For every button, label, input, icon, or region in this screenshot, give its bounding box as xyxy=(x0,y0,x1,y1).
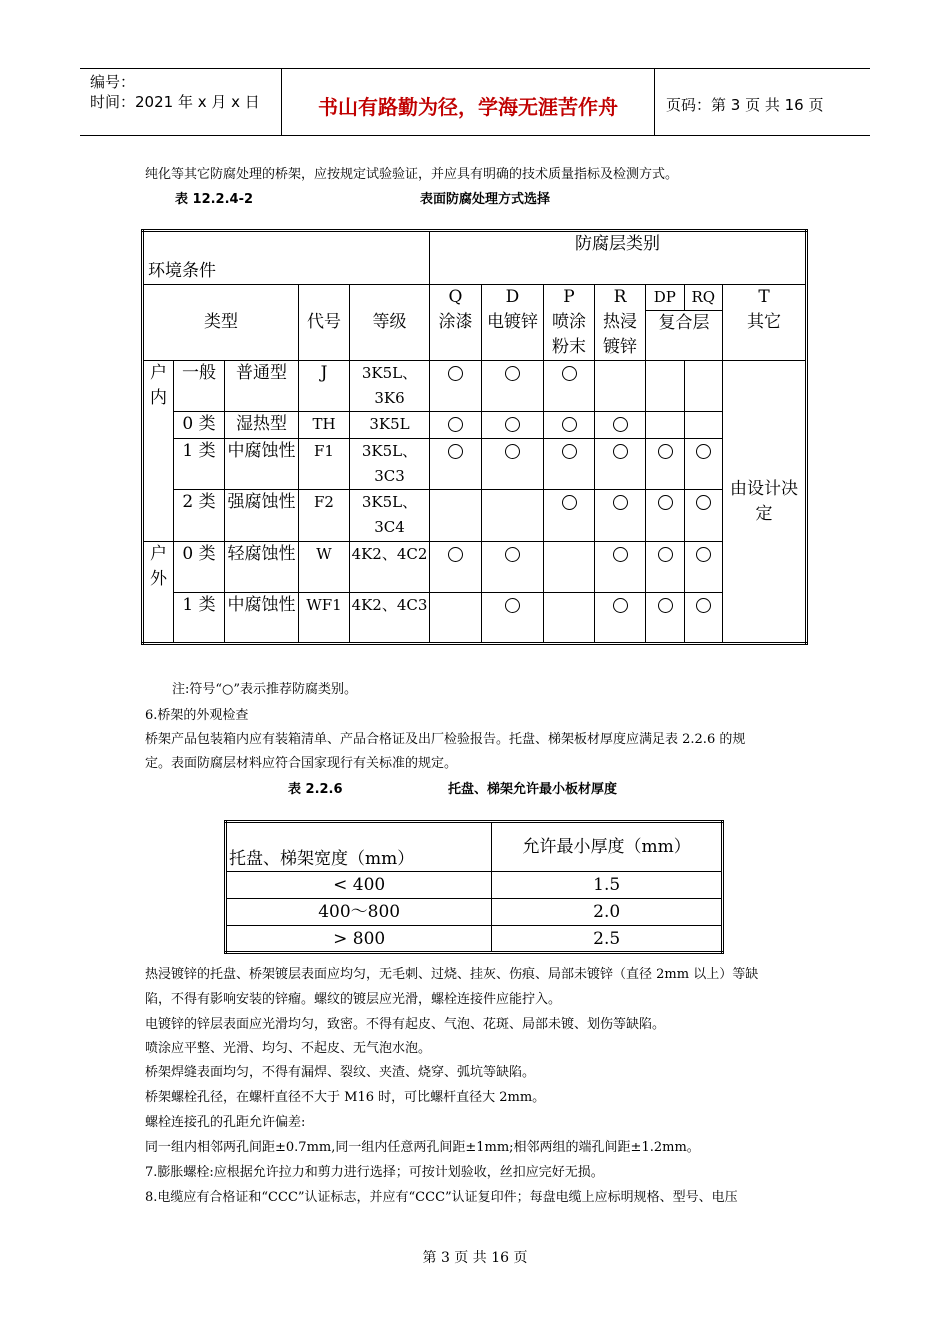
class-cell: 1 类 xyxy=(174,439,225,490)
grade-cell: 3K5L、3C3 xyxy=(350,439,430,490)
table2-caption-title: 托盘、梯架允许最小板材厚度 xyxy=(448,782,618,797)
recommend-cell xyxy=(482,439,544,490)
recommend-cell xyxy=(646,490,685,542)
grade-cell: 3K5L、3C4 xyxy=(350,490,430,542)
col-dp-code: DP xyxy=(646,285,685,310)
header-divider xyxy=(654,68,655,136)
grade-cell: 3K5L、3K6 xyxy=(350,361,430,412)
empty-cell xyxy=(430,593,482,644)
recommend-circle-icon xyxy=(448,547,463,562)
body-paragraph-line: 桥架焊缝表面均匀，不得有漏焊、裂纹、夹渣、烧穿、弧坑等缺陷。 xyxy=(145,1065,536,1080)
col-t-header xyxy=(723,285,807,361)
class-cell: 一般 xyxy=(174,361,225,412)
empty-cell xyxy=(646,361,685,412)
col-t-name: 其它 xyxy=(747,312,781,332)
recommend-cell xyxy=(544,361,595,412)
body-paragraph-line: 热浸镀锌的托盘、桥架镀层表面应均匀，无毛刺、过烧、挂灰、伤痕、局部未镀锌（直径 2mm 以上）等缺 xyxy=(145,967,759,982)
type-cell: 轻腐蚀性 xyxy=(225,542,299,593)
section6-paragraph-line: 定。表面防腐层材料应符合国家现行有关标准的规定。 xyxy=(145,756,458,771)
recommend-cell xyxy=(544,439,595,490)
grade-cell: 4K2、4C2 xyxy=(350,542,430,593)
recommend-circle-icon xyxy=(696,495,711,510)
recommend-circle-icon xyxy=(505,547,520,562)
recommend-circle-icon xyxy=(696,547,711,562)
class-cell: 1 类 xyxy=(174,593,225,644)
col-d-header xyxy=(482,285,544,361)
recommend-circle-icon xyxy=(658,547,673,562)
col-composite-header xyxy=(646,285,723,361)
empty-cell xyxy=(685,361,723,412)
grade-cell: 4K2、4C3 xyxy=(350,593,430,644)
thickness-cell: 2.0 xyxy=(492,899,723,926)
class-cell: 2 类 xyxy=(174,490,225,542)
document-time: 时间：2021 年 x 月 x 日 xyxy=(90,93,260,111)
empty-cell xyxy=(430,490,482,542)
t-design-decides: 由设计决定 xyxy=(723,361,807,644)
recommend-cell xyxy=(595,490,646,542)
code-cell: F2 xyxy=(299,490,350,542)
recommend-cell xyxy=(685,490,723,542)
indoor-label: 户内 xyxy=(143,361,174,542)
body-paragraph-line: 7.膨胀螺栓:应根据允许拉力和剪力进行选择；可按计划验收，丝扣应完好无损。 xyxy=(145,1165,604,1180)
col-q-code: Q xyxy=(448,287,463,307)
col-d-code: D xyxy=(505,287,520,307)
recommend-cell xyxy=(544,490,595,542)
code-header: 代号 xyxy=(299,285,350,361)
recommend-cell xyxy=(646,542,685,593)
table2-caption-number: 表 2.2.6 xyxy=(288,782,343,797)
recommend-circle-icon xyxy=(696,444,711,459)
category-header: 防腐层类别 xyxy=(430,231,807,285)
recommend-circle-icon xyxy=(505,444,520,459)
code-cell: TH xyxy=(299,412,350,439)
body-paragraph-line: 8.电缆应有合格证和“CCC”认证标志，并应有“CCC”认证复印件；每盘电缆上应标明规格、型号、电压 xyxy=(145,1190,738,1205)
recommend-cell xyxy=(430,412,482,439)
col-d-name: 电镀锌 xyxy=(487,312,538,332)
recommend-cell xyxy=(544,412,595,439)
recommend-circle-icon xyxy=(448,366,463,381)
recommend-circle-icon xyxy=(613,417,628,432)
recommend-cell xyxy=(482,542,544,593)
env-condition-header: 环境条件 xyxy=(143,231,430,285)
recommend-cell xyxy=(430,361,482,412)
recommend-circle-icon xyxy=(505,598,520,613)
col-r-code: R xyxy=(613,287,627,307)
col-p-code: P xyxy=(563,287,575,307)
header-bottom-rule xyxy=(80,135,870,136)
recommend-circle-icon xyxy=(658,598,673,613)
recommend-circle-icon xyxy=(505,366,520,381)
empty-cell xyxy=(482,490,544,542)
empty-cell xyxy=(595,361,646,412)
body-paragraph-line: 陷，不得有影响安装的锌瘤。螺纹的镀层应光滑，螺栓连接件应能拧入。 xyxy=(145,992,562,1007)
recommend-cell xyxy=(646,439,685,490)
recommend-circle-icon xyxy=(562,444,577,459)
width-cell: > 800 xyxy=(226,926,492,953)
recommend-cell xyxy=(595,542,646,593)
recommend-cell xyxy=(482,412,544,439)
table1-note: 注:符号“○”表示推荐防腐类别。 xyxy=(172,682,358,697)
type-cell: 强腐蚀性 xyxy=(225,490,299,542)
empty-cell xyxy=(685,412,723,439)
recommend-circle-icon xyxy=(448,444,463,459)
recommend-cell xyxy=(595,439,646,490)
empty-cell xyxy=(544,593,595,644)
col-composite-name: 复合层 xyxy=(658,313,710,333)
recommend-cell xyxy=(685,439,723,490)
thickness-header: 允许最小厚度（mm） xyxy=(492,822,723,872)
page-footer: 第 3 页 共 16 页 xyxy=(422,1250,528,1266)
code-cell: WF1 xyxy=(299,593,350,644)
recommend-circle-icon xyxy=(613,547,628,562)
recommend-cell xyxy=(482,593,544,644)
thickness-cell: 2.5 xyxy=(492,926,723,953)
recommend-circle-icon xyxy=(696,598,711,613)
col-t-code: T xyxy=(758,287,770,307)
recommend-circle-icon xyxy=(613,598,628,613)
class-cell: 0 类 xyxy=(174,542,225,593)
recommend-circle-icon xyxy=(562,495,577,510)
recommend-cell xyxy=(685,542,723,593)
col-q-header xyxy=(430,285,482,361)
body-paragraph-line: 螺栓连接孔的孔距允许偏差: xyxy=(145,1115,306,1130)
col-r-name: 热浸镀锌 xyxy=(603,312,637,357)
recommend-circle-icon xyxy=(448,417,463,432)
recommend-cell xyxy=(595,593,646,644)
recommend-cell xyxy=(685,593,723,644)
empty-cell xyxy=(544,542,595,593)
intro-paragraph: 纯化等其它防腐处理的桥架，应按规定试验验证，并应具有明确的技术质量指标及检测方式。 xyxy=(145,167,679,182)
recommend-cell xyxy=(595,412,646,439)
code-cell: F1 xyxy=(299,439,350,490)
header-motto: 书山有路勤为径，学海无涯苦作舟 xyxy=(318,95,618,119)
grade-header: 等级 xyxy=(350,285,430,361)
col-p-header xyxy=(544,285,595,361)
recommend-circle-icon xyxy=(658,495,673,510)
recommend-circle-icon xyxy=(562,366,577,381)
body-paragraph-line: 电镀锌的锌层表面应光滑均匀，致密。不得有起皮、气泡、花斑、局部未镀、划伤等缺陷。 xyxy=(145,1017,666,1032)
min-thickness-table xyxy=(224,820,724,954)
recommend-cell xyxy=(430,542,482,593)
header-top-rule xyxy=(80,68,870,69)
type-cell: 普通型 xyxy=(225,361,299,412)
code-cell: J xyxy=(299,361,350,412)
thickness-cell: 1.5 xyxy=(492,872,723,899)
body-paragraph-line: 同一组内相邻两孔间距±0.7mm,同一组内任意两孔间距±1mm;相邻两组的端孔间距±1.2mm。 xyxy=(145,1140,700,1155)
type-header: 类型 xyxy=(143,285,299,361)
recommend-circle-icon xyxy=(658,444,673,459)
width-cell: < 400 xyxy=(226,872,492,899)
col-q-name: 涂漆 xyxy=(438,312,473,332)
section6-paragraph-line: 桥架产品包装箱内应有装箱清单、产品合格证及出厂检验报告。托盘、梯架板材厚度应满足表 2.2.6 的规 xyxy=(145,732,746,747)
recommend-circle-icon xyxy=(613,495,628,510)
recommend-cell xyxy=(646,593,685,644)
recommend-circle-icon xyxy=(562,417,577,432)
col-r-header xyxy=(595,285,646,361)
empty-cell xyxy=(646,412,685,439)
section6-title: 6.桥架的外观检查 xyxy=(145,708,249,723)
recommend-cell xyxy=(430,439,482,490)
anticorrosion-table xyxy=(141,229,808,645)
type-cell: 湿热型 xyxy=(225,412,299,439)
table1-caption-title: 表面防腐处理方式选择 xyxy=(420,192,551,207)
type-cell: 中腐蚀性 xyxy=(225,593,299,644)
width-cell: 400～800 xyxy=(226,899,492,926)
class-cell: 0 类 xyxy=(174,412,225,439)
recommend-cell xyxy=(482,361,544,412)
col-p-name: 喷涂粉末 xyxy=(552,312,586,357)
type-cell: 中腐蚀性 xyxy=(225,439,299,490)
recommend-circle-icon xyxy=(505,417,520,432)
document-number: 编号： xyxy=(90,73,136,91)
outdoor-label: 户外 xyxy=(143,542,174,644)
code-cell: W xyxy=(299,542,350,593)
width-header: 托盘、梯架宽度（mm） xyxy=(226,822,492,872)
col-rq-code: RQ xyxy=(691,288,716,306)
body-paragraph-line: 桥架螺栓孔径，在螺杆直径不大于 M16 时，可比螺杆直径大 2mm。 xyxy=(145,1090,546,1105)
body-paragraph-line: 喷涂应平整、光滑、均匀、不起皮、无气泡水泡。 xyxy=(145,1041,432,1056)
grade-cell: 3K5L xyxy=(350,412,430,439)
table1-caption-number: 表 12.2.4-2 xyxy=(175,192,254,207)
recommend-circle-icon xyxy=(613,444,628,459)
header-page-number: 页码：第 3 页 共 16 页 xyxy=(666,96,824,114)
